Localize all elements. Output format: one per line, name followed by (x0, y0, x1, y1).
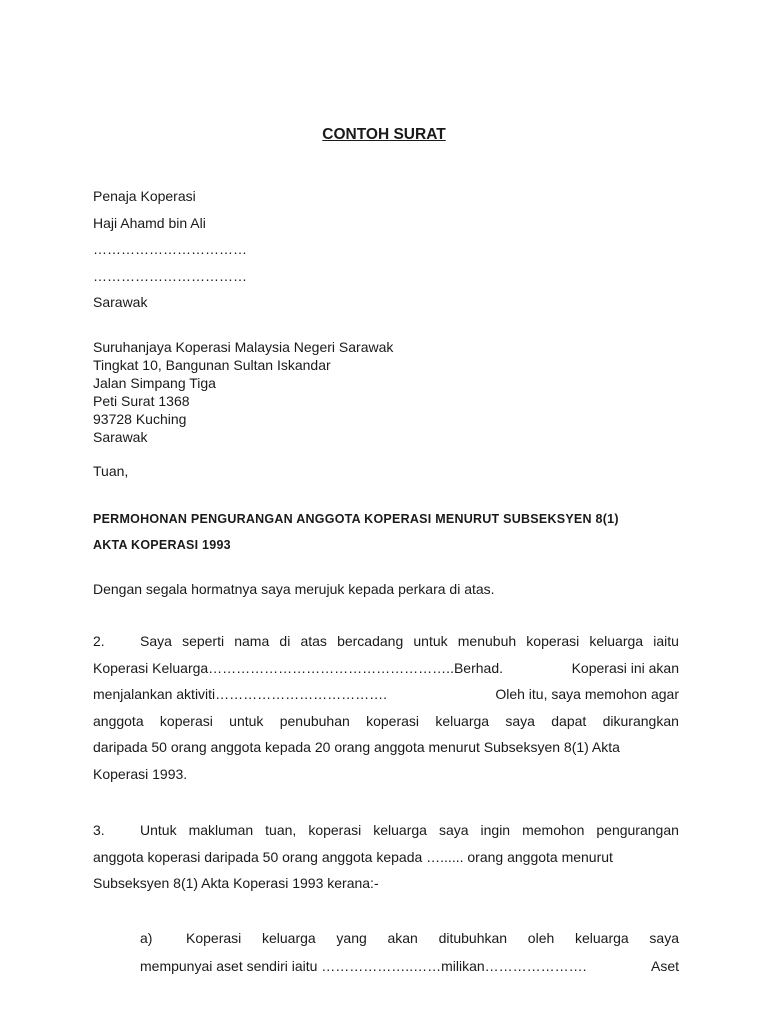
line-segment: Koperasi ini akan (571, 659, 679, 676)
paragraph-line (93, 681, 679, 708)
page-title: CONTOH SURAT (322, 126, 446, 143)
word: makluman (188, 822, 254, 838)
sender-line: Sarawak (93, 294, 148, 310)
word: saya (505, 712, 535, 729)
recipient-line: Jalan Simpang Tiga (93, 375, 216, 391)
item-label: a) (140, 930, 153, 946)
word: saya (438, 822, 469, 838)
word: untuk (229, 712, 264, 729)
word: yang (336, 930, 367, 946)
word: menubuh (457, 633, 517, 649)
word: saya (649, 930, 679, 946)
sender-line: Penaja Koperasi (93, 188, 196, 204)
word: keluarga (373, 822, 427, 838)
sender-line: Haji Ahamd bin Ali (93, 214, 206, 231)
word: koperasi (159, 712, 213, 729)
word: nama (234, 633, 270, 649)
recipient-line: 93728 Kuching (93, 411, 187, 427)
word: seperti (182, 633, 225, 649)
line-segment: menjalankan aktiviti………………………………. (93, 686, 388, 702)
word: dapat (551, 712, 587, 729)
word: penubuhan (279, 712, 350, 729)
word: Koperasi (186, 930, 242, 946)
word: keluarga (435, 712, 490, 729)
word: untuk (413, 633, 448, 649)
recipient-line: Tingkat 10, Bangunan Sultan Iskandar (93, 357, 331, 373)
paragraph-line (140, 952, 679, 980)
word: Untuk (140, 822, 177, 838)
recipient-line: Peti Surat 1368 (93, 393, 190, 409)
word: memohon (522, 822, 585, 838)
sender-line: …………………………… (93, 267, 247, 284)
paragraph-3 (93, 817, 679, 897)
paragraph-2 (93, 628, 679, 787)
salutation: Tuan, (93, 463, 129, 479)
paragraph-line (93, 628, 679, 655)
para-words (93, 817, 177, 844)
subject-heading (93, 506, 683, 558)
word: koperasi (308, 822, 362, 838)
word: pengurangan (596, 822, 679, 838)
para-words (140, 924, 241, 952)
paragraph-line (140, 924, 679, 952)
subject-line-2: AKTA KOPERASI 1993 (93, 538, 231, 552)
word: ingin (480, 822, 511, 838)
word: keluarga (574, 930, 629, 946)
word: koperasi (526, 633, 580, 649)
line-segment: Aset (650, 958, 679, 974)
paragraph-line (93, 655, 679, 682)
paragraph-line: Subseksyen 8(1) Akta Koperasi 1993 kerana:- (93, 875, 379, 891)
subject-line-1: PERMOHONAN PENGURANGAN ANGGOTA KOPERASI MENURUT SUBSEKSYEN 8(1) (93, 512, 619, 526)
word: akan (387, 930, 418, 946)
sender-line: …………………………… (93, 241, 247, 257)
word: keluarga (589, 633, 644, 649)
paragraph-number: 2. (93, 633, 105, 649)
line-segment: mempunyai aset sendiri iaitu ………………..……milikan…………………. (140, 958, 587, 974)
word: iaitu (653, 633, 679, 649)
list-item-a (140, 924, 679, 980)
paragraph-line: Koperasi 1993. (93, 765, 188, 782)
word: anggota (93, 712, 144, 729)
word: Saya (140, 633, 172, 649)
word: koperasi (366, 712, 420, 729)
recipient-line: Sarawak (93, 429, 148, 445)
sender-address (93, 186, 247, 319)
word: keluarga (261, 930, 316, 946)
recipient-address (93, 338, 393, 446)
para-words (93, 628, 172, 655)
word: atas (300, 633, 327, 649)
paragraph-number: 3. (93, 822, 105, 838)
paragraph-line (93, 708, 679, 735)
line-segment: Oleh itu, saya memohon agar (495, 686, 679, 702)
recipient-line: Suruhanjaya Koperasi Malaysia Negeri Sarawak (93, 339, 394, 355)
paragraph-line: anggota koperasi daripada 50 orang anggota kepada …...... orang anggota menurut (93, 848, 613, 865)
word: dikurangkan (602, 712, 679, 729)
word: tuan, (265, 822, 297, 838)
intro-paragraph: Dengan segala hormatnya saya merujuk kepada perkara di atas. (93, 581, 495, 597)
paragraph-line (93, 817, 679, 844)
word: bercadang (337, 633, 404, 649)
line-segment: Koperasi Keluarga……………………………………………..Berhad. (93, 659, 503, 676)
paragraph-line: daripada 50 orang anggota kepada 20 orang anggota menurut Subseksyen 8(1) Akta (93, 739, 620, 755)
word: ditubuhkan (438, 930, 508, 946)
word: oleh (527, 930, 555, 946)
word: di (279, 633, 291, 649)
